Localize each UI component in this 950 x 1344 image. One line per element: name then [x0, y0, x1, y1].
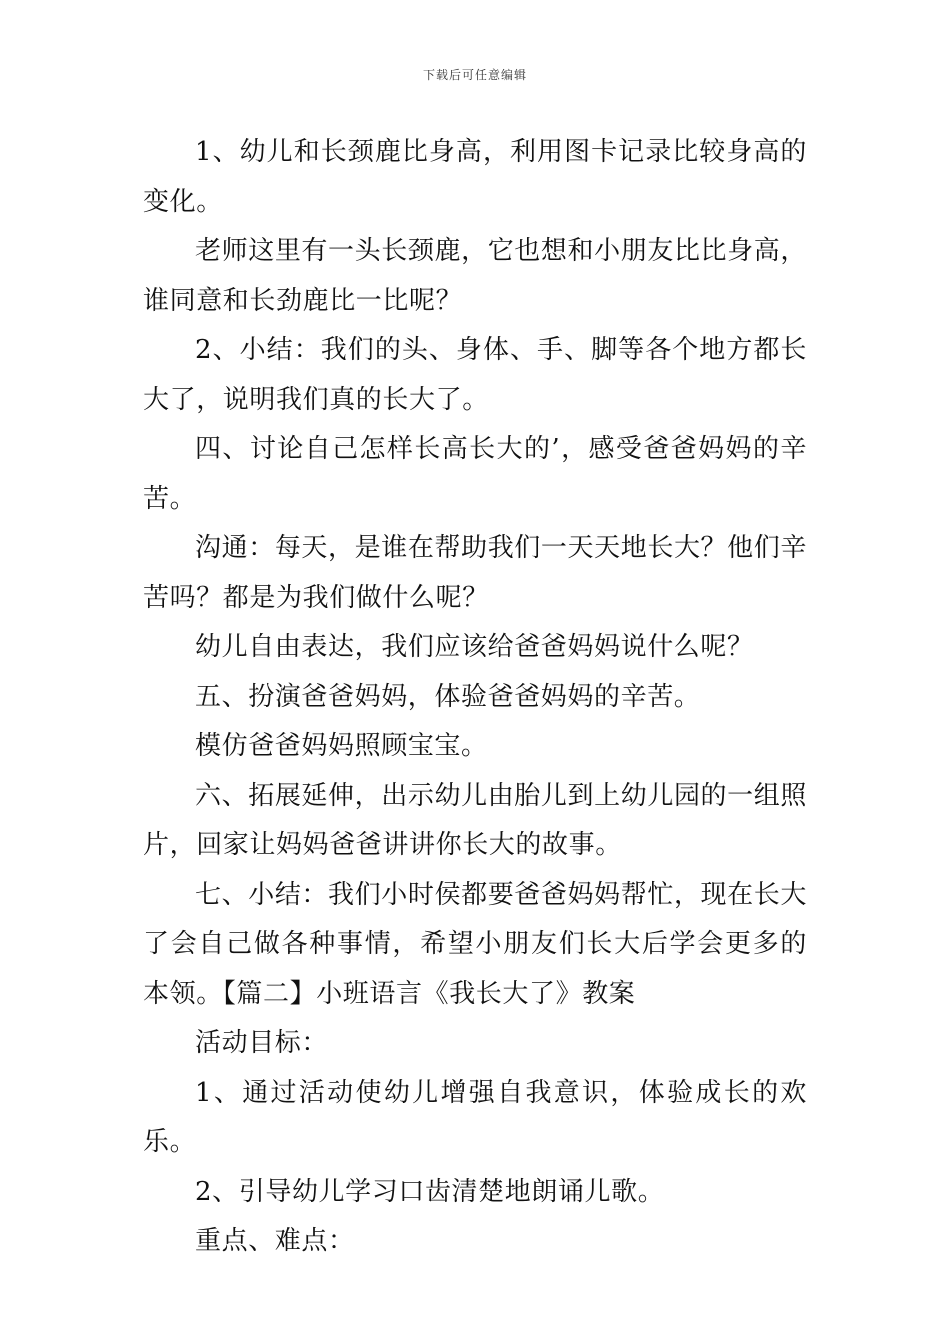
paragraph-8: 模仿爸爸妈妈照顾宝宝。	[195, 731, 488, 761]
paragraph-1: 1、幼儿和长颈鹿比身高，利用图卡记录比较身高的变化。	[143, 137, 807, 217]
section-heading-goals: 活动目标：	[195, 1028, 329, 1058]
paragraph-4: 四、讨论自己怎样长高长大的’，感受爸爸妈妈的辛苦。	[143, 434, 807, 514]
paragraph-2: 老师这里有一头长颈鹿，它也想和小朋友比比身高，谁同意和长劲鹿比一比呢？	[143, 236, 807, 316]
paragraph-10: 七、小结：我们小时侯都要爸爸妈妈帮忙，现在长大了会自己做各种事情，希望小朋友们长大后学会更多的本领。【篇二】小班语言《我长大了》教案	[143, 879, 807, 1009]
paragraph-3: 2、小结：我们的头、身体、手、脚等各个地方都长大了，说明我们真的长大了。	[143, 335, 807, 415]
document-body	[143, 128, 807, 1267]
page-header: 下载后可任意编辑	[422, 68, 527, 82]
paragraph-6: 幼儿自由表达，我们应该给爸爸妈妈说什么呢？	[195, 632, 754, 662]
paragraph-9: 六、拓展延伸，出示幼儿由胎儿到上幼儿园的一组照片，回家让妈妈爸爸讲讲你长大的故事。	[143, 780, 807, 860]
paragraph-12: 1、通过活动使幼儿增强自我意识，体验成长的欢乐。	[143, 1077, 807, 1157]
paragraph-7: 五、扮演爸爸妈妈，体验爸爸妈妈的辛苦。	[195, 681, 701, 712]
section-heading-key-points: 重点、难点：	[195, 1226, 355, 1256]
paragraph-13: 2、引导幼儿学习口齿清楚地朗诵儿歌。	[195, 1176, 665, 1207]
paragraph-5: 沟通：每天，是谁在帮助我们一天天地长大？他们辛苦吗？都是为我们做什么呢？	[143, 533, 807, 613]
